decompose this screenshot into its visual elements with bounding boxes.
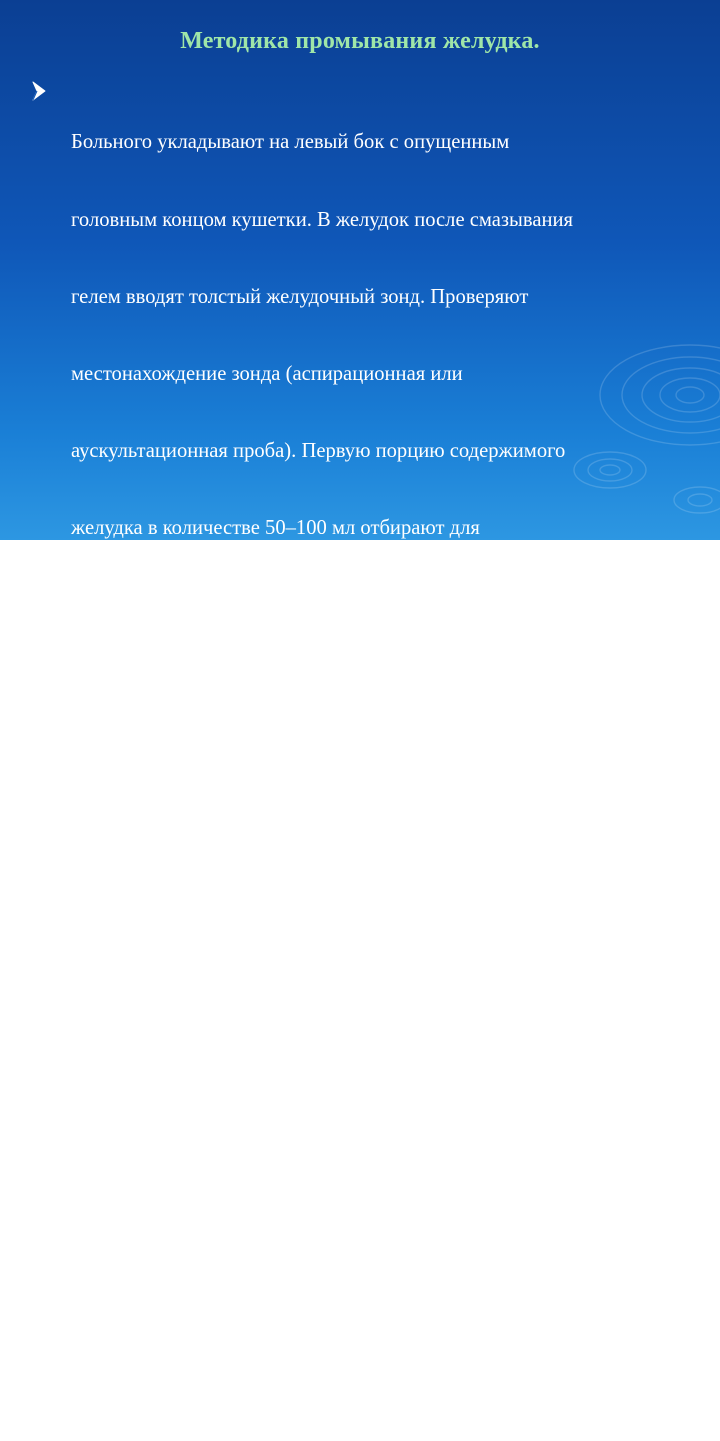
bullet-text bbox=[71, 79, 701, 1441]
bullet-line: Необходимо учитывать баланс между количеством bbox=[71, 1210, 519, 1233]
bullet-line: жидкости для промывания — 10–15% массы тела больного. bbox=[71, 1133, 596, 1156]
bullet-line: местонахождение зонда (аспирационная или bbox=[71, 362, 463, 385]
bullet-line: открытый конец зонда помещают ниже уровня желудка, bbox=[71, 979, 564, 1002]
bullet-line: Больного укладывают на левый бок с опущенным bbox=[71, 131, 510, 154]
bullet-line: аускультационная проба). Первую порцию содержимого bbox=[71, 439, 566, 462]
bullet-line: головным концом кушетки. В желудок после смазывания bbox=[71, 208, 573, 231]
slide-title: Методика промывания желудка. bbox=[180, 28, 540, 54]
bullet-line: введенной и выведенной жидкости, который не должен bbox=[71, 1288, 558, 1311]
bullet-line: соединенную с зондом, в желудок заливают жидкость для bbox=[71, 671, 580, 694]
bullet-line: гелем вводят толстый желудочный зонд. Проверяют bbox=[71, 285, 529, 308]
bullet-line: 7 мл/кг массы тела больного однократно. После введе-ния bbox=[71, 902, 583, 925]
bullet-line: следя за вытеканием жидкости. Общее количество bbox=[71, 1056, 515, 1079]
arrow-bullet-icon bbox=[30, 80, 48, 102]
bullet-line: превышать 1% массы тела больного. bbox=[71, 1365, 393, 1388]
bullet-line: желудка в количестве 50–100 мл отбирают для bbox=[71, 516, 480, 539]
bullet-line: токсикологического исследования. Затем через воронку, bbox=[71, 594, 563, 617]
bullet-line: изо-тонический раствор натрия хлорида) в количестве 5– bbox=[71, 825, 574, 848]
bullet-line: промывания (обычную воду комнатной температуры или bbox=[71, 748, 573, 771]
